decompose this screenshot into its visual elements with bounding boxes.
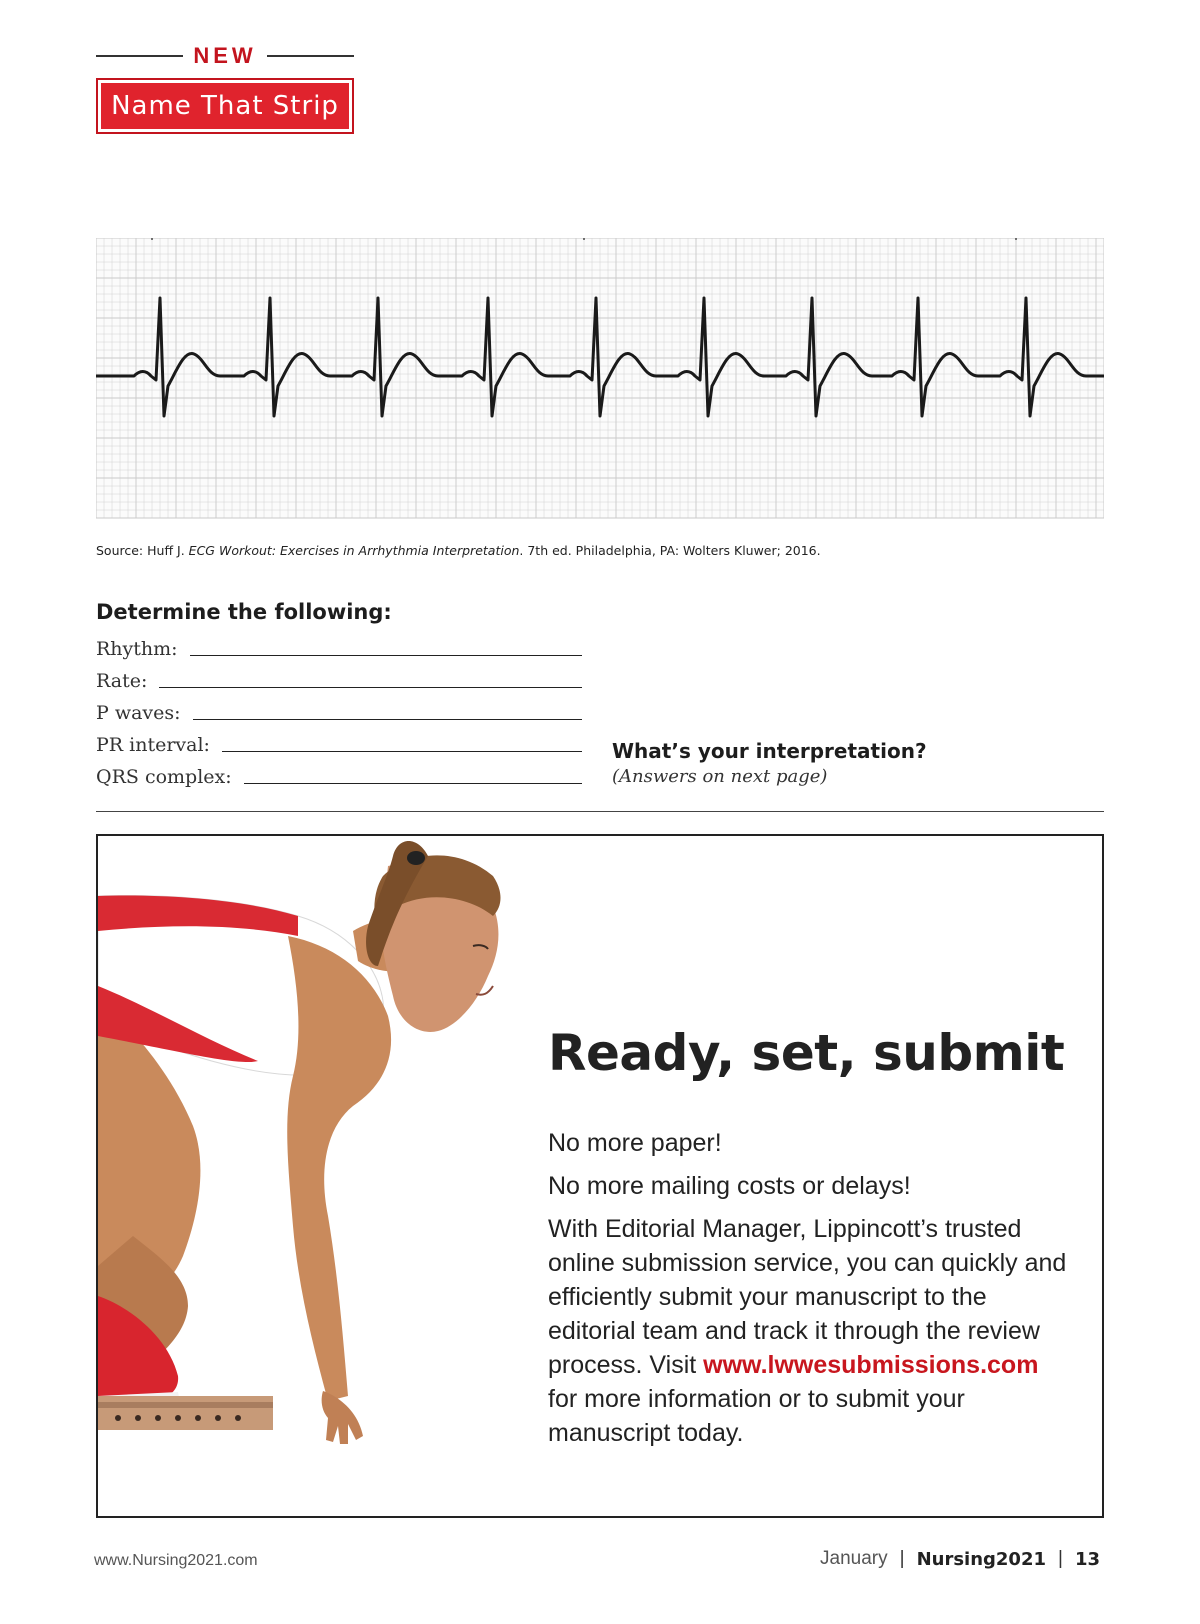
rhythm-field[interactable] xyxy=(96,632,582,660)
pr-interval-answer-line[interactable] xyxy=(222,751,582,752)
kicker-rule-right xyxy=(267,55,354,57)
footer-month: January xyxy=(820,1548,888,1569)
footer-magazine-name: Nursing2021 xyxy=(916,1548,1046,1570)
kicker-label: NEW xyxy=(193,43,257,68)
rate-answer-line[interactable] xyxy=(159,687,582,688)
submission-site-link[interactable]: www.lwwesubmissions.com xyxy=(703,1351,1039,1379)
rhythm-answer-line[interactable] xyxy=(190,655,582,656)
footer-separator: | xyxy=(899,1548,905,1569)
citation-suffix: . 7th ed. Philadelphia, PA: Wolters Kluwer; 2016. xyxy=(519,543,821,558)
pr-interval-field[interactable] xyxy=(96,728,582,756)
qrs-complex-label: QRS complex: xyxy=(96,766,232,788)
sprinter-illustration xyxy=(98,836,558,1516)
qrs-complex-field[interactable] xyxy=(96,760,582,788)
section-title: Name That Strip xyxy=(101,83,349,129)
rhythm-label: Rhythm: xyxy=(96,638,178,660)
new-kicker xyxy=(96,40,354,72)
page-number: 13 xyxy=(1074,1548,1100,1570)
ecg-strip-graphic xyxy=(96,238,1104,538)
ad-line-no-paper: No more paper! xyxy=(548,1129,722,1157)
ecg-source-citation xyxy=(96,543,1096,558)
answers-note: (Answers on next page) xyxy=(612,766,828,787)
rate-field[interactable] xyxy=(96,664,582,692)
p-waves-answer-line[interactable] xyxy=(193,719,582,720)
pr-interval-label: PR interval: xyxy=(96,734,210,756)
section-divider xyxy=(96,811,1104,812)
kicker-rule-left xyxy=(96,55,183,57)
p-waves-label: P waves: xyxy=(96,702,181,724)
footer-folio xyxy=(820,1548,1100,1570)
p-waves-field[interactable] xyxy=(96,696,582,724)
ad-body-intro: With Editorial Manager, Lippincott’s trusted online submission service, you can quickly and efficiently submit your manuscript to the editorial team and track it through the review process. Visit xyxy=(548,1215,1067,1379)
ad-line-no-mailing: No more mailing costs or delays! xyxy=(548,1172,911,1200)
interpretation-question: What’s your interpretation? xyxy=(612,739,927,763)
ecg-strip xyxy=(96,238,1104,538)
citation-prefix: Source: Huff J. xyxy=(96,543,189,558)
worksheet-heading: Determine the following: xyxy=(96,600,392,624)
citation-title: ECG Workout: Exercises in Arrhythmia Interpretation xyxy=(188,543,520,558)
footer-separator: | xyxy=(1058,1548,1063,1569)
qrs-complex-answer-line[interactable] xyxy=(244,783,582,784)
footer-website[interactable]: www.Nursing2021.com xyxy=(94,1552,258,1569)
submission-advertisement xyxy=(96,834,1104,1518)
ad-body-paragraph xyxy=(548,1212,1068,1450)
ad-headline: Ready, set, submit xyxy=(548,1024,1065,1082)
ad-body-outro: for more information or to submit your manuscript today. xyxy=(548,1385,965,1447)
section-title-box xyxy=(96,78,354,134)
rate-label: Rate: xyxy=(96,670,148,692)
